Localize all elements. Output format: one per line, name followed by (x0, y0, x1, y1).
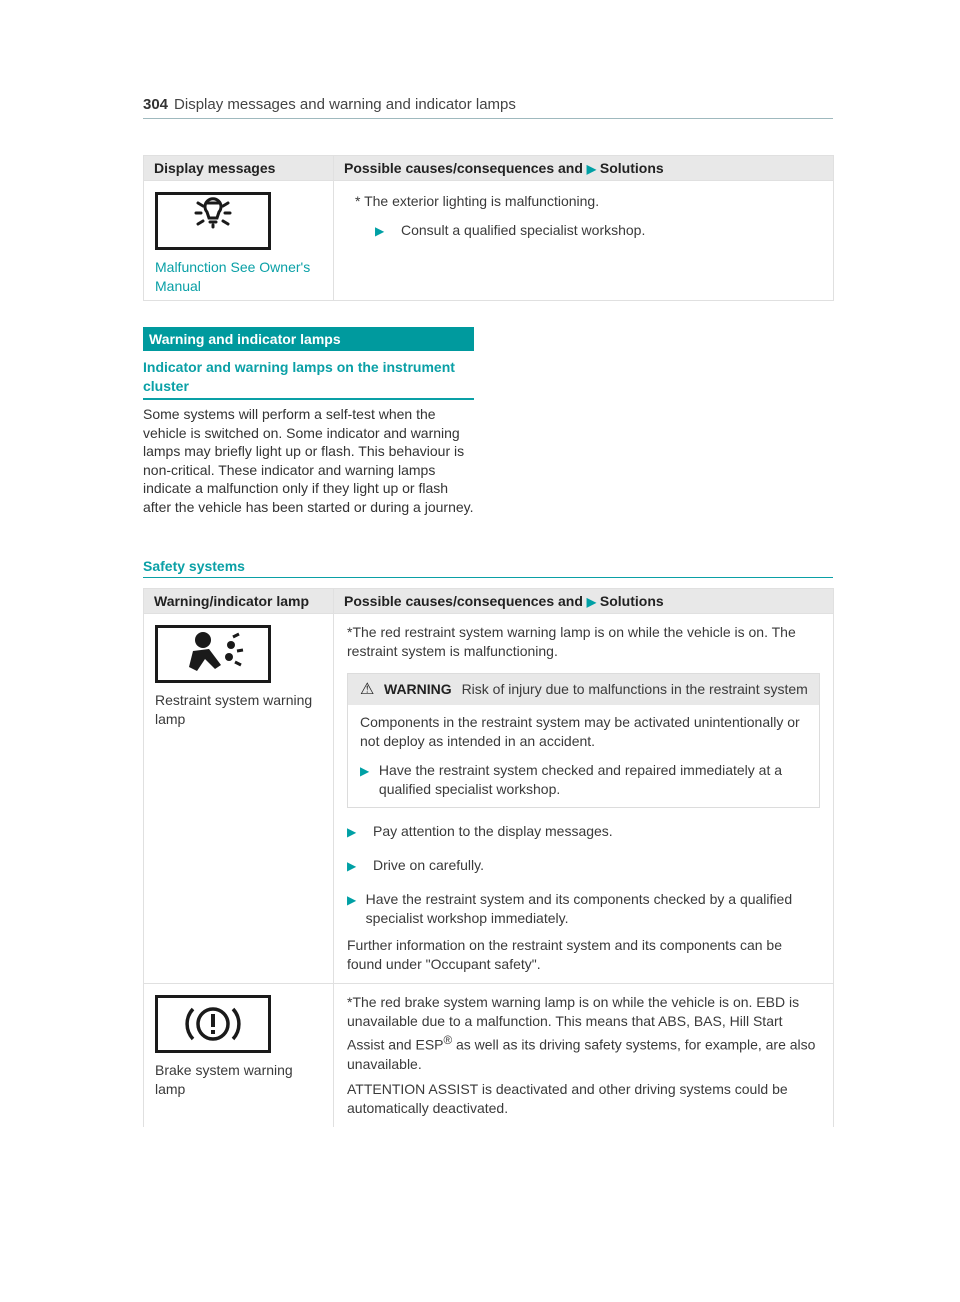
warning-heading: Risk of injury due to malfunctions in the restraint system (461, 681, 808, 697)
cause-text: * The exterior lighting is malfunctioning. (355, 193, 600, 209)
play-triangle-icon: ▶ (360, 764, 370, 778)
causes-cell (334, 614, 834, 984)
causes-cell (334, 984, 834, 1127)
table-row (144, 984, 834, 1127)
attention-assist-text: ATTENTION ASSIST is deactivated and other driving systems could be automatically deactivated. (347, 1080, 788, 1116)
cause-text: *The red brake system warning lamp is on while the vehicle is on. EBD is unavailable due to a malfunction. This means that ABS, BAS, Hill Start Assist and ESP® as well as its driving safety systems, for example, are also unavailable. (347, 994, 816, 1072)
play-triangle-icon: ▶ (347, 825, 357, 839)
col-header-lamp: Warning/indicator lamp (144, 589, 334, 614)
solution-text: Consult a qualified specialist workshop. (401, 222, 646, 238)
safety-systems-table (143, 588, 834, 1127)
warning-triangle-icon: ⚠ (360, 681, 375, 698)
warning-label: WARNING (384, 681, 452, 697)
page-number: 304 (143, 96, 169, 113)
play-triangle-icon: ▶ (586, 595, 597, 609)
header-title: Display messages and warning and indicator lamps (174, 96, 516, 113)
lamp-icon-cell (144, 614, 334, 984)
display-messages-table (143, 155, 834, 301)
lamp-caption: Brake system warning lamp (155, 1062, 293, 1097)
exterior-light-malfunction-icon (155, 192, 271, 250)
airbag-restraint-icon (155, 625, 271, 683)
col-header-display-messages: Display messages (144, 156, 334, 181)
intro-paragraph: Some systems will perform a self-test when the vehicle is switched on. Some indicator and warning lamps may briefly light up or flash. This behaviour is non-critical. These indicator and warning lamps indicate a malfunction only if they light up or flash after the vehicle has been started or during a journey. (143, 406, 474, 515)
play-triangle-icon: ▶ (347, 859, 357, 873)
table-row (144, 181, 834, 301)
section-banner: Warning and indicator lamps (143, 327, 474, 351)
safety-systems-title: Safety systems (143, 558, 833, 578)
brake-warning-icon (155, 995, 271, 1053)
col-header-causes: Possible causes/consequences and ▶ Solutions (334, 589, 834, 614)
subheading: Indicator and warning lamps on the instrument cluster (143, 358, 474, 400)
further-info: Further information on the restraint system and its components can be found under "Occupant safety". (347, 937, 782, 972)
col-header-causes: Possible causes/consequences and ▶ Solutions (334, 156, 834, 181)
step-item: Have the restraint system and its components checked by a qualified specialist workshop immediately. (365, 891, 793, 926)
display-icon-cell (144, 181, 334, 301)
play-triangle-icon: ▶ (375, 224, 385, 238)
step-item: Pay attention to the display messages. (373, 823, 613, 839)
lamp-caption: Restraint system warning lamp (155, 692, 313, 727)
warning-box (347, 673, 820, 808)
display-message-text: Malfunction See Owner's Manual (155, 259, 311, 294)
lamp-icon-cell (144, 984, 334, 1127)
play-triangle-icon: ▶ (586, 162, 597, 176)
table-row (144, 614, 834, 984)
warning-body: Components in the restraint system may be activated unintentionally or not deploy as intended in an accident. (360, 714, 800, 749)
warning-action: Have the restraint system checked and repaired immediately at a qualified specialist workshop. (378, 762, 783, 797)
causes-cell (334, 181, 834, 301)
play-triangle-icon: ▶ (347, 893, 357, 907)
cause-text: *The red restraint system warning lamp is on while the vehicle is on. The restraint system is malfunctioning. (347, 624, 796, 659)
page-header (143, 96, 833, 119)
step-item: Drive on carefully. (373, 857, 485, 873)
